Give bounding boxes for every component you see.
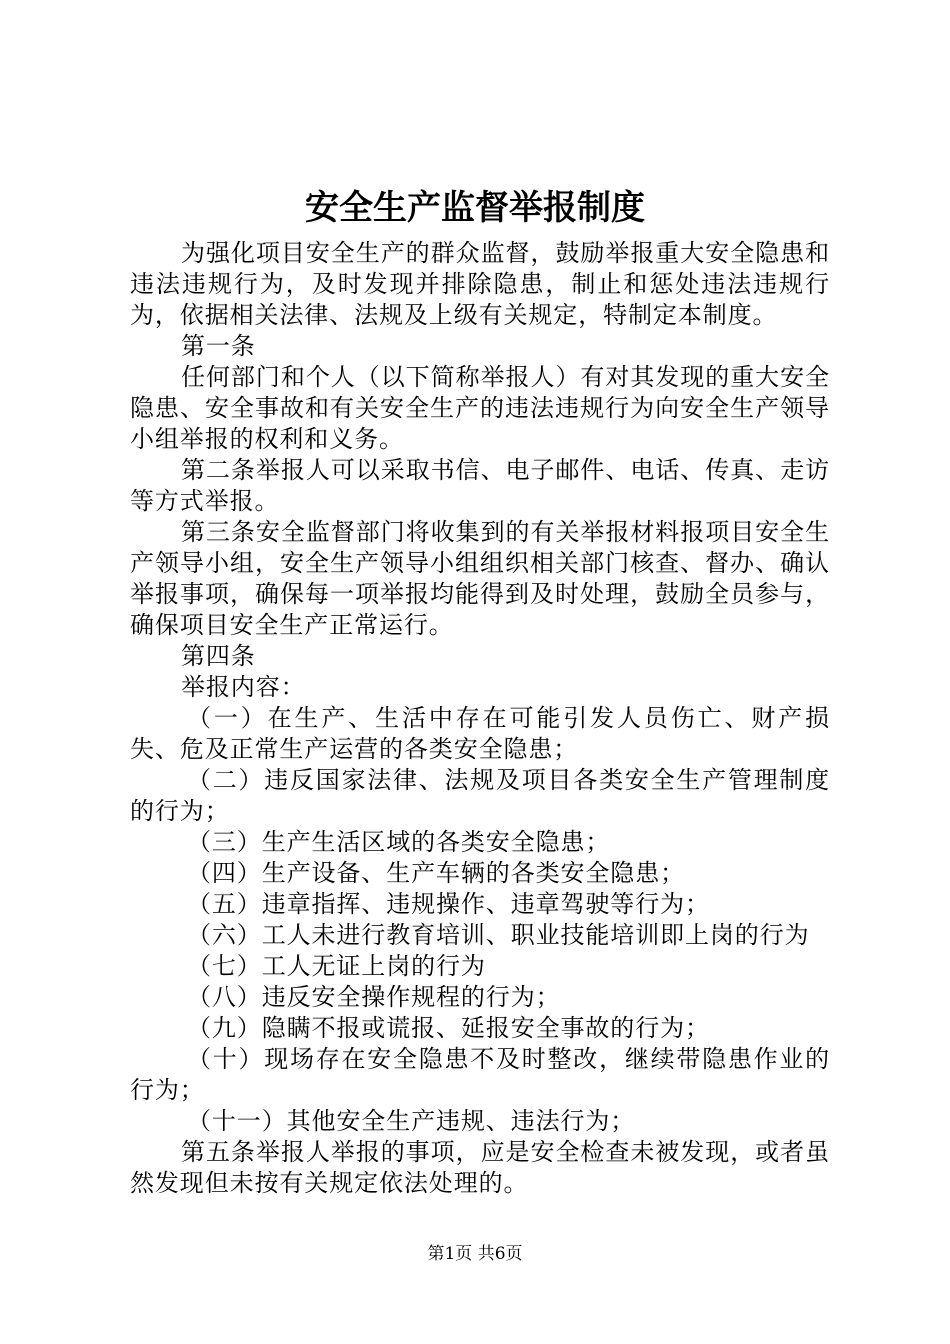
report-item-1: （一）在生产、生活中存在可能引发人员伤亡、财产损失、危及正常生产运营的各类安全隐患； [130,704,830,763]
document-title: 安全生产监督举报制度 [305,188,645,228]
report-item-2: （二）违反国家法律、法规及项目各类安全生产管理制度的行为； [130,766,830,825]
report-item-8: （八）违反安全操作规程的行为； [187,983,561,1011]
report-item-5: （五）违章指挥、违规操作、违章驾驶等行为； [187,890,710,918]
intro-paragraph: 为强化项目安全生产的群众监督，鼓励举报重大安全隐患和违法违规行为，及时发现并排除隐患，制止和惩处违法违规行为，依据相关法律、法规及上级有关规定，特制定本制度。 [130,239,830,329]
report-item-6: （六）工人未进行教育培训、职业技能培训即上岗的行为 [187,921,810,949]
report-item-3: （三）生产生活区域的各类安全隐患； [187,828,611,856]
article-3-text: 第三条安全监督部门将收集到的有关举报材料报项目安全生产领导小组，安全生产领导小组组织相关部门核查、督办、确认举报事项，确保每一项举报均能得到及时处理，鼓励全员参与，确保项目安全生产正常运行。 [130,518,830,639]
document-body [130,238,830,1199]
article-2-text: 第二条举报人可以采取书信、电子邮件、电话、传真、走访等方式举报。 [130,456,830,515]
article-1-heading: 第一条 [181,332,256,360]
article-5-text: 第五条举报人举报的事项，应是安全检查未被发现，或者虽然发现但未按有关规定依法处理的。 [130,1138,830,1197]
report-item-7: （七）工人无证上岗的行为 [187,952,486,980]
report-item-4: （四）生产设备、生产车辆的各类安全隐患； [187,859,685,887]
article-4-heading: 第四条 [181,642,256,670]
report-content-label: 举报内容： [181,673,306,701]
report-item-11: （十一）其他安全生产违规、违法行为； [187,1107,636,1135]
page-number-footer: 第1页 共6页 [427,1244,523,1264]
article-1-text: 任何部门和个人（以下简称举报人）有对其发现的重大安全隐患、安全事故和有关安全生产的违法违规行为向安全生产领导小组举报的权利和义务。 [130,363,830,453]
report-item-10: （十）现场存在安全隐患不及时整改，继续带隐患作业的行为； [130,1045,830,1104]
report-item-9: （九）隐瞒不报或谎报、延报安全事故的行为； [187,1014,710,1042]
